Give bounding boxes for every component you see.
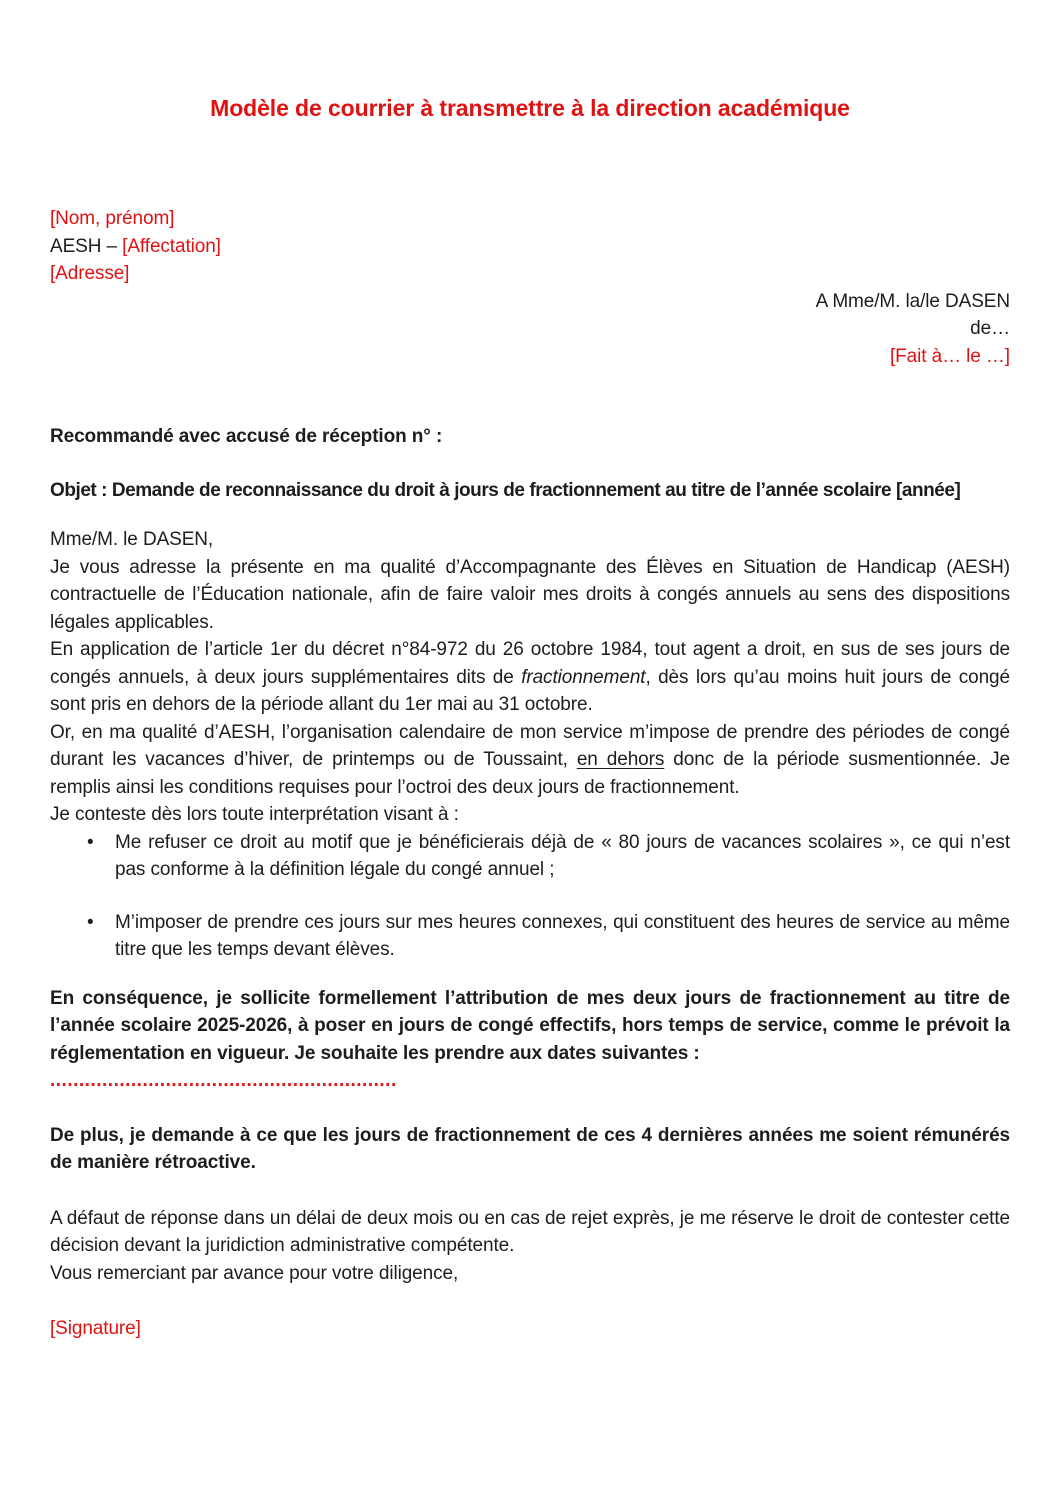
sender-affectation-placeholder: [Affectation] (122, 235, 221, 257)
subject-line: Objet : Demande de reconnaissance du droit à jours de fractionnement au titre de l’année scolaire [année] (50, 479, 961, 501)
objections-list (50, 829, 1010, 964)
italic-fractionnement: fractionnement (521, 666, 646, 688)
organisation-text-pre: Or, en ma qualité d’AESH, l’organisation calendaire de mon service m’impose de prendre des périodes de congé durant les vacances d’hiver, de printemps ou de Toussaint, (50, 721, 1010, 770)
dotted-fill-line: ............................................................ (50, 1070, 397, 1091)
signature-placeholder: [Signature] (50, 1318, 141, 1339)
paragraph-retroactive: De plus, je demande à ce que les jours de fractionnement de ces 4 dernières années me soient rémunérés de manière rétroactive. (50, 1124, 1010, 1173)
underlined-en-dehors: en dehors (576, 749, 665, 770)
recipient-title-line: A Mme/M. la/le DASEN (815, 290, 1010, 312)
paragraph-contest-deadline: A défaut de réponse dans un délai de deux mois ou en cas de rejet exprès, je me réserve le droit de contester cette décision devant la juridiction administrative compétente. (50, 1207, 1010, 1256)
sender-name-placeholder: [Nom, prénom] (50, 208, 175, 229)
paragraph-consequence: En conséquence, je sollicite formellement l’attribution de mes deux jours de fractionnement au titre de l’année scolaire 2025-2026, à poser en jours de congé effectifs, hors temps de service, comme le prévoit la réglementation en vigueur. Je souhaite les prendre aux dates suivantes : (50, 987, 1010, 1064)
decret-text-post: , dès lors qu’au moins huit jours de congé sont pris en dehors de la période allant du 1er mai au 31 octobre. (50, 666, 1010, 715)
decret-text-pre: En application de l’article 1er du décret n°84-972 du 26 octobre 1984, tout agent a droit, en sus de ses jours de congés annuels, à deux jours supplémentaires dits de (50, 639, 1010, 688)
paragraph-decret (50, 636, 1010, 719)
paragraph-intro: Je vous adresse la présente en ma qualité d’Accompagnante des Élèves en Situation de Handicap (AESH) contractuelle de l’Éducation nationale, afin de faire valoir mes droits à congés annuels au sens des dispositions légales applicables. (50, 556, 1010, 633)
paragraph-thanks: Vous remerciant par avance pour votre diligence, (50, 1262, 459, 1284)
recipient-block (50, 288, 1010, 371)
registered-mail-line: Recommandé avec accusé de réception n° : (50, 426, 443, 447)
organisation-text-post: donc de la période susmentionnée. Je remplis ainsi les conditions requises pour l’octroi des deux jours de fractionnement. (50, 749, 1011, 798)
recipient-date-placeholder: [Fait à… le …] (889, 345, 1010, 367)
recipient-de-line: de… (970, 318, 1010, 339)
sender-role-line (50, 233, 1010, 261)
sender-role-prefix: AESH – (50, 235, 123, 257)
sender-block (50, 205, 1010, 288)
list-item-heures-connexes: • M’imposer de prendre ces jours sur mes heures connexes, qui constituent des heures de service au même titre que les temps devant élèves. (85, 909, 1010, 964)
paragraph-organisation (50, 719, 1010, 802)
sender-address-placeholder: [Adresse] (50, 263, 130, 284)
paragraph-conteste: Je conteste dès lors toute interprétation visant à : (50, 804, 459, 825)
list-item-refus-droit: • Me refuser ce droit au motif que je bénéficierais déjà de « 80 jours de vacances scolaires », ce qui n’est pas conforme à la définition légale du congé annuel ; (85, 829, 1010, 884)
salutation: Mme/M. le DASEN, (50, 529, 214, 550)
document-title: Modèle de courrier à transmettre à la direction académique (210, 95, 850, 121)
